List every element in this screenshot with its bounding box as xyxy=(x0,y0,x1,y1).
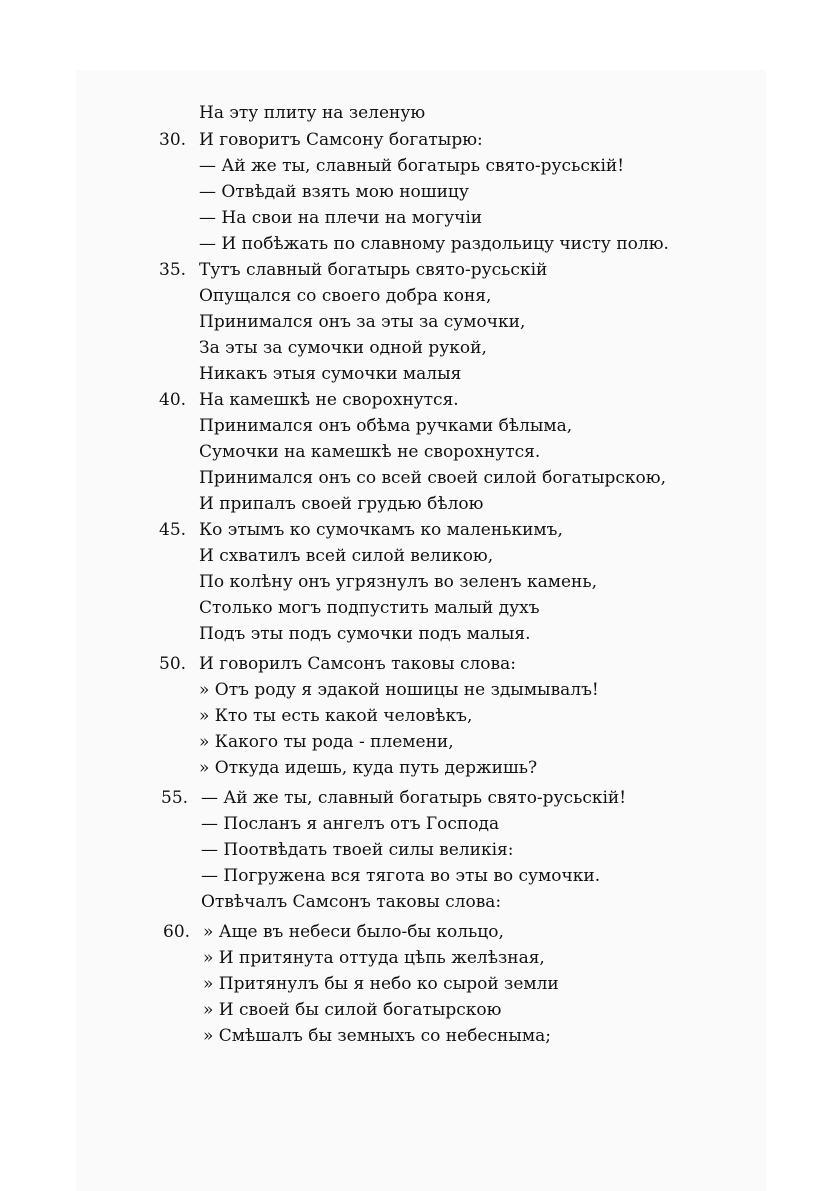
poem-line: — Посланъ я ангелъ отъ Господа xyxy=(201,814,500,834)
poem-line: Тутъ славный богатырь свято-русьскiй xyxy=(199,260,548,280)
poem-line: » И притянута оттуда цѣпь желѣзная, xyxy=(203,948,545,968)
poem-line: По колѣну онъ угрязнулъ во зеленъ камень, xyxy=(199,572,598,592)
poem-line: — Ай же ты, славный богатырь свято-русьскiй! xyxy=(201,788,627,808)
line-number: 55. xyxy=(161,788,189,808)
poem-line: » Притянулъ бы я небо ко сырой земли xyxy=(203,974,559,994)
poem-line: И говорилъ Самсонъ таковы слова: xyxy=(199,654,516,674)
poem-line: » Отъ роду я эдакой ношицы не здымывалъ! xyxy=(199,680,599,700)
poem-line: — Поотвѣдать твоей силы великiя: xyxy=(201,840,514,860)
poem-line: — И побѣжать по славному раздольицу чисту полю. xyxy=(199,234,669,254)
poem-line: Принимался онъ со всей своей силой богатырскою, xyxy=(199,468,666,488)
line-number: 60. xyxy=(163,922,191,942)
poem-line: Сумочки на камешкѣ не сворохнутся. xyxy=(199,442,541,462)
poem-line: — Отвѣдай взять мою ношицу xyxy=(199,182,469,202)
line-number: 30. xyxy=(159,130,187,150)
poem-line: Принимался онъ за эты за сумочки, xyxy=(199,312,526,332)
poem-line: Подъ эты подъ сумочки подъ малыя. xyxy=(199,624,531,644)
poem-line: Столько могъ подпустить малый духъ xyxy=(199,598,540,618)
poem-line: Никакъ этыя сумочки малыя xyxy=(199,364,462,384)
poem-line: За эты за сумочки одной рукой, xyxy=(199,338,487,358)
poem-line: И говоритъ Самсону богатырю: xyxy=(199,130,483,150)
poem-line: » Какого ты рода - племени, xyxy=(199,732,454,752)
poem-line: И припалъ своей грудью бѣлою xyxy=(199,494,484,514)
line-number: 40. xyxy=(159,390,187,410)
poem-line: — Погружена вся тягота во эты во сумочки. xyxy=(201,866,601,886)
poem-line: Принимался онъ обѣма ручками бѣлыма, xyxy=(199,416,573,436)
poem-line: На камешкѣ не сворохнутся. xyxy=(199,390,459,410)
poem-line: » Откуда идешь, куда путь держишь? xyxy=(199,758,538,778)
line-number: 45. xyxy=(159,520,187,540)
poem-line: На эту плиту на зеленую xyxy=(199,103,426,123)
poem-line: Отвѣчалъ Самсонъ таковы слова: xyxy=(201,892,502,912)
poem-line: — Ай же ты, славный богатырь свято-русьскiй! xyxy=(199,156,625,176)
poem-line: » Кто ты есть какой человѣкъ, xyxy=(199,706,473,726)
poem-line: » И своей бы силой богатырскою xyxy=(203,1000,502,1020)
poem-line: » Смѣшалъ бы земныхъ со небесныма; xyxy=(203,1026,551,1046)
poem-line: — На свои на плечи на могучiи xyxy=(199,208,483,228)
poem-line: Опущался со своего добра коня, xyxy=(199,286,492,306)
poem-line: » Аще въ небеси было-бы кольцо, xyxy=(203,922,504,942)
poem-line: И схватилъ всей силой великою, xyxy=(199,546,494,566)
line-number: 35. xyxy=(159,260,187,280)
poem-line: Ко этымъ ко сумочкамъ ко маленькимъ, xyxy=(199,520,563,540)
line-number: 50. xyxy=(159,654,187,674)
